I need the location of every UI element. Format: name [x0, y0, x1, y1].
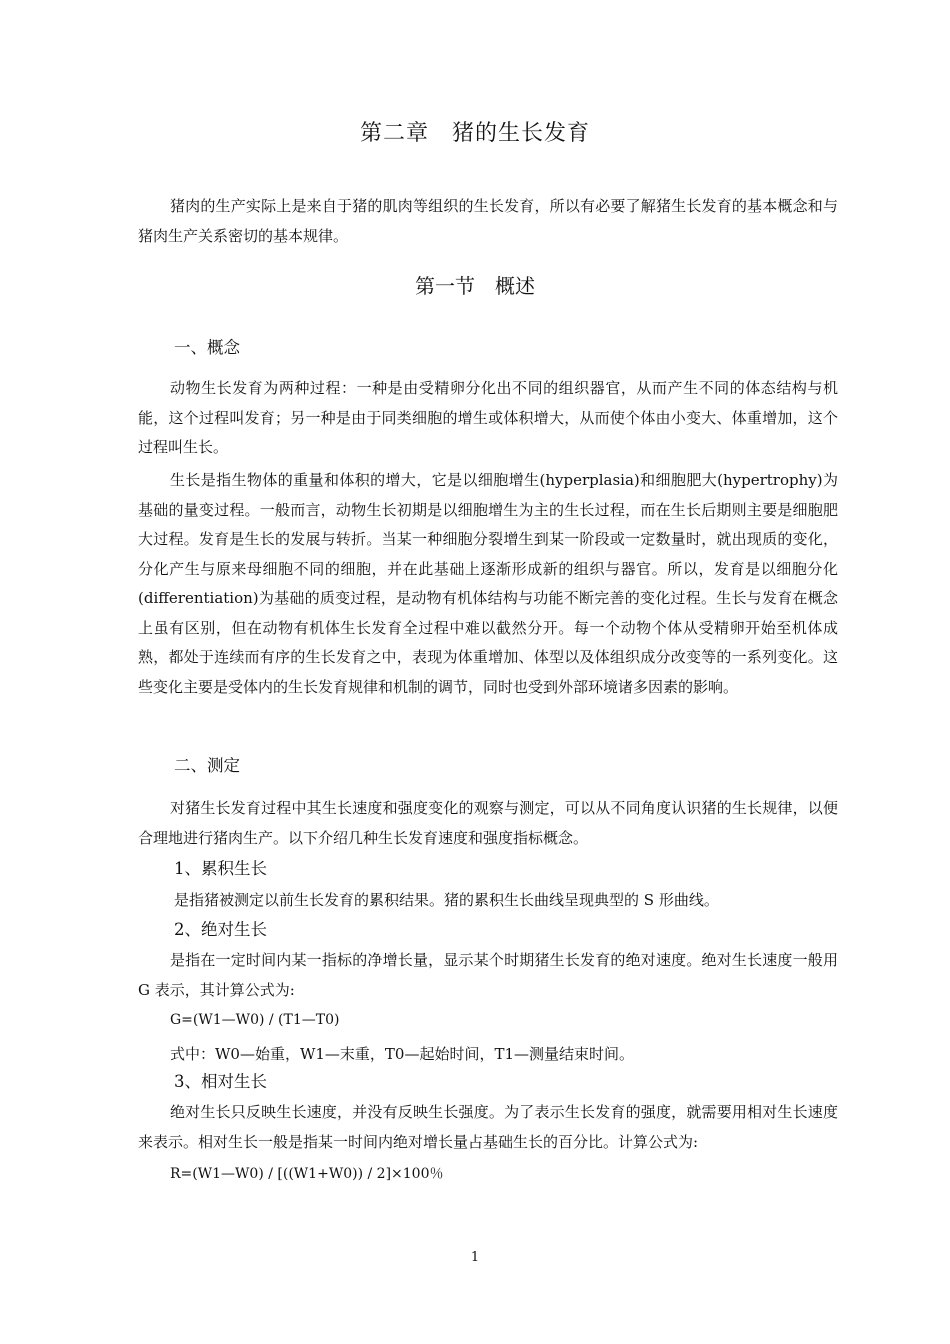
concept-paragraph-2: 生长是指生物体的重量和体积的增大，它是以细胞增生(hyperplasia)和细胞肥大(hypertrophy)为基础的量变过程。一般而言，动物生长初期是以细胞增生为主的生长过程，而在生长后期则主要是细胞肥大过程。发育是生长的发展与转折。当某一种细胞分裂增生到某一阶段或一定数量时，就出现质的变化，分化产生与原来母细胞不同的细胞，并在此基础上逐渐形成新的组织与器官。所以，发育是以细胞分化(differentiation)为基础的质变过程，是动物有机体结构与功能不断完善的变化过程。生长与发育在概念上虽有区别，但在动物有机体生长发育全过程中难以截然分开。每一个动物个体从受精卵开始至机体成熟，都处于连续而有序的生长发育之中，表现为体重增加、体型以及体组织成分改变等的一系列变化。这些变化主要是受体内的生长发育规律和机制的调节，同时也受到外部环境诸多因素的影响。: [138, 471, 838, 696]
item2-text: 是指在一定时间内某一指标的净增长量，显示某个时期猪生长发育的绝对速度。绝对生长速度一般用 G 表示，其计算公式为:: [138, 951, 838, 999]
chapter-title: 第二章 猪的生长发育: [359, 121, 590, 146]
section-title: 第一节 概述: [415, 274, 535, 298]
concept-paragraph-1: 动物生长发育为两种过程：一种是由受精卵分化出不同的组织器官，从而产生不同的体态结构与机能，这个过程叫发育；另一种是由于同类细胞的增生或体积增大，从而使个体由小变大、体重增加，这个过程叫生长。: [138, 379, 838, 456]
page-number: 1: [470, 1250, 480, 1265]
item3-text: 绝对生长只反映生长速度，并没有反映生长强度。为了表示生长发育的强度，就需要用相对生长速度来表示。相对生长一般是指某一时间内绝对增长量占基础生长的百分比。计算公式为:: [138, 1103, 838, 1151]
intro-paragraph: 猪肉的生产实际上是来自于猪的肌肉等组织的生长发育，所以有必要了解猪生长发育的基本概念和与猪肉生产关系密切的基本规律。: [138, 197, 838, 245]
item2-heading: 2、绝对生长: [174, 920, 267, 939]
item1-text: 是指猪被测定以前生长发育的累积结果。猪的累积生长曲线呈现典型的 S 形曲线。: [174, 891, 719, 909]
relative-growth-formula: R=(W1—W0) / [((W1+W0)) / 2]×100％: [170, 1166, 444, 1182]
item1-heading: 1、累积生长: [174, 859, 267, 878]
part1-heading: 一、概念: [174, 338, 240, 357]
absolute-growth-formula: G=(W1—W0) / (T1—T0): [170, 1012, 340, 1028]
measurement-paragraph: 对猪生长发育过程中其生长速度和强度变化的观察与测定，可以从不同角度认识猪的生长规律，以便合理地进行猪肉生产。以下介绍几种生长发育速度和强度指标概念。: [138, 799, 838, 847]
part2-heading: 二、测定: [174, 756, 240, 775]
formula-legend: 式中：W0—始重，W1—末重，T0—起始时间，T1—测量结束时间。: [170, 1045, 635, 1063]
item3-heading: 3、相对生长: [174, 1072, 267, 1091]
